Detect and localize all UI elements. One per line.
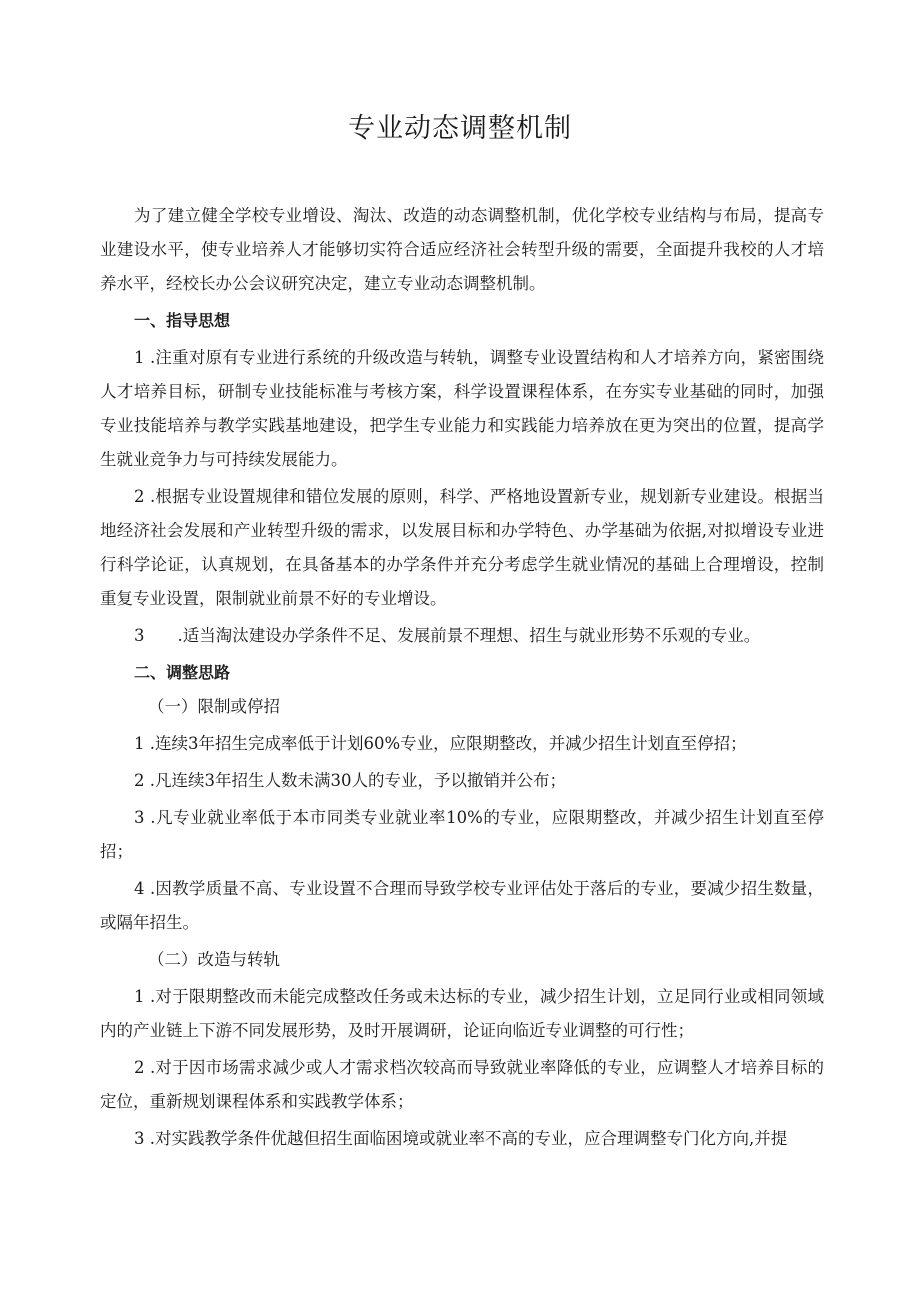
paragraph-item: 3 .适当淘汰建设办学条件不足、发展前景不理想、招生与就业形势不乐观的专业。 — [134, 626, 761, 645]
document-body — [100, 199, 824, 1156]
paragraph-item: 2 .根据专业设置规律和错位发展的原则，科学、严格地设置新专业，规划新专业建设。根据当地经济社会发展和产业转型升级的需求，以发展目标和办学特色、办学基础为依据,对拟增设专业进行科学论证，认真规划，在具备基本的办学条件并充分考虑学生就业情况的基础上合理增设，控制重复专业设置，限制就业前景不好的专业增设。 — [100, 487, 824, 608]
paragraph-item: 2 .凡连续3年招生人数未满30人的专业，予以撤销并公布； — [134, 771, 566, 790]
section-heading-adjustment-ideas: 二、调整思路 — [134, 663, 231, 682]
paragraph-item: 1 .注重对原有专业进行系统的升级改造与转轨，调整专业设置结构和人才培养方向，紧密围绕人才培养目标，研制专业技能标准与考核方案，科学设置课程体系，在夯实专业基础的同时，加强专业技能培养与教学实践基地建设，把学生专业能力和实践能力培养放在更为突出的位置，提高学生就业竞争力与可持续发展能力。 — [100, 348, 824, 469]
subsection-heading-restrict: （一）限制或停招 — [148, 697, 280, 716]
page-title: 专业动态调整机制 — [348, 113, 572, 144]
section-heading-guiding-ideology: 一、指导思想 — [134, 311, 231, 330]
paragraph-item: 4 .因教学质量不高、专业设置不合理而导致学校专业评估处于落后的专业，要减少招生数量，或隔年招生。 — [100, 879, 824, 932]
paragraph-item: 3 .凡专业就业率低于本市同类专业就业率10%的专业，应限期整改，并减少招生计划直至停招； — [100, 808, 824, 861]
paragraph-item: 2 .对于因市场需求减少或人才需求档次较高而导致就业率降低的专业，应调整人才培养目标的定位，重新规划课程体系和实践教学体系； — [100, 1058, 824, 1111]
paragraph-item: 1 .对于限期整改而未能完成整改任务或未达标的专业，减少招生计划，立足同行业或相同领域内的产业链上下游不同发展形势，及时开展调研，论证向临近专业调整的可行性； — [100, 987, 824, 1040]
paragraph-item: 1 .连续3年招生完成率低于计划60%专业，应限期整改，并减少招生计划直至停招； — [134, 734, 747, 753]
paragraph-item: 3 .对实践教学条件优越但招生面临困境或就业率不高的专业，应合理调整专门化方向,并提 — [134, 1129, 788, 1148]
subsection-heading-transform: （二）改造与转轨 — [148, 950, 280, 969]
intro-paragraph: 为了建立健全学校专业增设、淘汰、改造的动态调整机制，优化学校专业结构与布局，提高专业建设水平，使专业培养人才能够切实符合适应经济社会转型升级的需要，全面提升我校的人才培养水平，经校长办公会议研究决定，建立专业动态调整机制。 — [100, 206, 824, 293]
